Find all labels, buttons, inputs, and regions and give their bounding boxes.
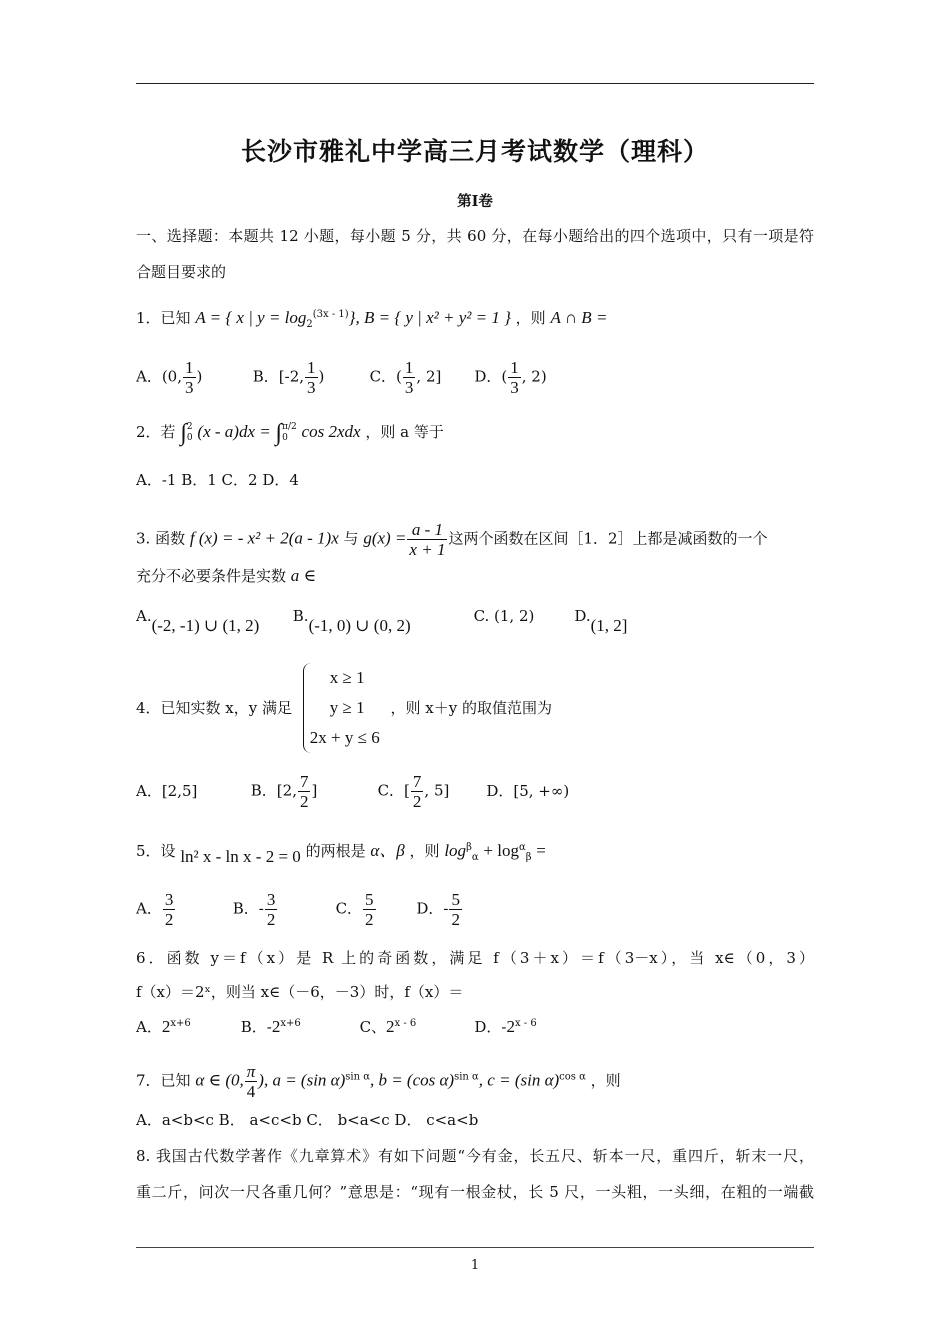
set-b: }, B = { y | x² + y² = 1 }: [348, 308, 511, 327]
option-a: A．$2^{x+6}$: [136, 1017, 191, 1036]
option-b: B．$-2^{x+6}$: [240, 1017, 301, 1036]
option-b: B．- $\frac{3}{2}$: [232, 890, 276, 929]
option-b: B.(-1, 0) ∪ (0, 2): [292, 607, 411, 635]
question-6-line-2: f（x）＝2ˣ，则当 x∈（－6，－3）时，f（x）＝: [136, 983, 464, 1001]
option-d: D．[5, +∞): [486, 781, 570, 800]
question-1: 1．已知 A = { x | $y = \log_2^{(3x - 1)}$}, B = { y | x² + y² = 1 } ，则 A ∩ B =: [136, 308, 608, 330]
option-d: D．-2$^{x - 6}$: [474, 1017, 537, 1036]
footer-rule: [136, 1247, 814, 1248]
question-8-line-2: 重二斤，问次一尺各重几何？”意思是：“现有一根金杖，长 5 尺，一头粗，一头细，在粗的一端截: [136, 1183, 814, 1201]
option-a: A.(-2, -1) ∪ (1, 2): [136, 607, 260, 635]
option-d: D．( $\frac{1}{3}$ , 2): [474, 358, 547, 397]
option-a: A．[2,5]: [136, 781, 198, 800]
intro-line-1: 一、选择题：本题共 12 小题，每小题 5 分，共 60 分，在每小题给出的四个选项中，只有一项是符: [136, 227, 814, 245]
option-b: B．[2, $\frac{7}{2}$ ]: [250, 772, 318, 811]
option-c: C．[ $\frac{7}{2}$ , 5]: [377, 772, 450, 811]
integral-sign: ∫: [275, 420, 283, 446]
option-d: D.(1, 2]: [574, 607, 628, 635]
question-3: 3. 函数 f (x) = - x² + 2(a - 1)x 与 g(x) = $\frac{a - 1}{x + 1}$ 这两个函数在区间［1．2］上都是减函数的一个: [136, 520, 768, 559]
question-7: 7．已知 α ∈ (0, $\frac{\pi}{4}$ ), a = (sin α)$^{sin \alpha}$, b = (cos α)$^{sin \alpha}$, c = (sin α)$^{cos \alpha}$ ，则: [136, 1062, 621, 1101]
page-number: 1: [470, 1258, 480, 1273]
question-7-options: A．a<b<c B． a<c<b C． b<a<c D． c<a<b: [136, 1111, 479, 1129]
option-c: C． $\frac{5}{2}$: [335, 890, 374, 929]
question-1-options: [136, 358, 547, 397]
question-5-options: [136, 890, 463, 929]
question-3-options: [136, 606, 628, 635]
question-2: 2．若 ∫2 0 (x - a)dx = ∫π/2 0 cos 2xdx ，则 a 等于: [136, 420, 444, 446]
question-5: 5．设 ln² x - ln x - 2 = 0 的两根是 α、β ，则 $\log^\beta_\alpha + \log^\alpha_\beta$ =: [136, 841, 546, 866]
integral-sign: ∫: [180, 420, 187, 446]
question-4: 4．已知实数 x，y 满足 x ≥ 1 y ≥ 1 2x + y ≤ 6 ，则 x＋y 的取值范围为: [136, 663, 552, 753]
intersection: A ∩ B =: [550, 308, 608, 327]
question-6-line-1: 6．函数 y＝f（x）是 R 上的奇函数，满足 f（3＋x）＝f（3－x），当 x∈（0，3）: [136, 949, 814, 967]
question-3-line-2: 充分不必要条件是实数 a ∈: [136, 566, 317, 585]
question-2-options: A．-1 B．1 C．2 D．4: [136, 471, 299, 489]
option-c: C. (1, 2): [473, 607, 535, 625]
option-b: B．[-2, $\frac{1}{3}$ ): [252, 358, 325, 397]
constraint-system: x ≥ 1 y ≥ 1 2x + y ≤ 6: [303, 663, 380, 753]
option-a: A．(0, $\frac{1}{3}$ ): [136, 358, 203, 397]
question-4-options: [136, 772, 569, 811]
question-6-options: [136, 1014, 537, 1037]
option-a: A． $\frac{3}{2}$: [136, 890, 174, 929]
question-8-line-1: 8. 我国古代数学著作《九章算术》有如下问题“今有金，长五尺、斩本一尺，重四斤，斩末一尺，: [136, 1147, 814, 1165]
set-a: A = { x | y = log: [195, 308, 307, 327]
intro-line-2: 合题目要求的: [136, 263, 227, 281]
section-subtitle: 第Ⅰ卷: [457, 193, 493, 210]
option-c: C．( $\frac{1}{3}$ , 2]: [369, 358, 442, 397]
option-c: C、2$^{x - 6}$: [359, 1017, 417, 1036]
option-d: D．- $\frac{5}{2}$: [416, 890, 460, 929]
header-rule: [136, 83, 814, 84]
page-title: 长沙市雅礼中学高三月考试数学（理科）: [240, 137, 709, 166]
